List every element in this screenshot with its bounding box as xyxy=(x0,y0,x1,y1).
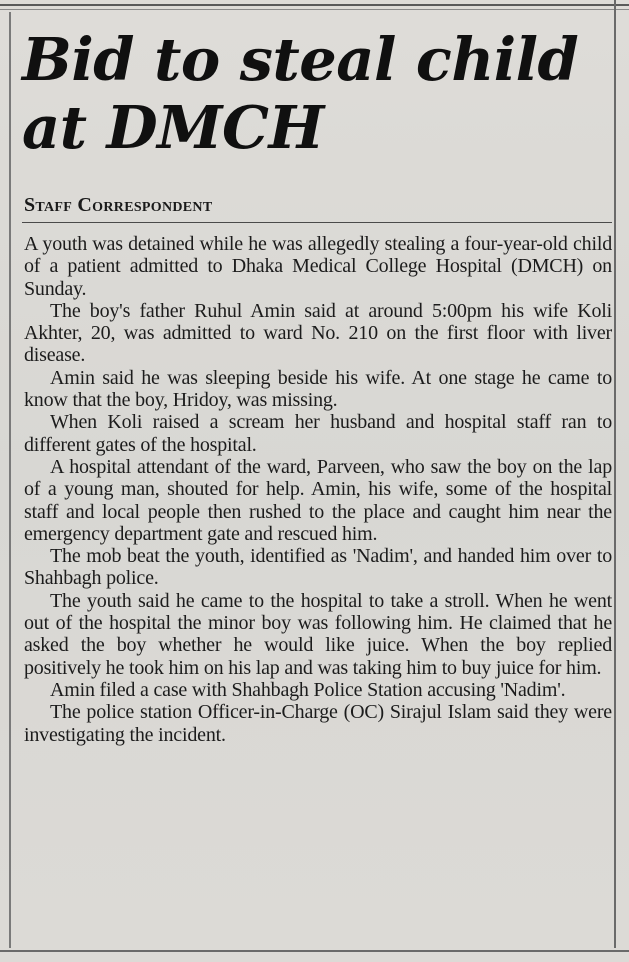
byline-rule xyxy=(22,222,612,223)
paragraph: Amin said he was sleeping beside his wife. At one stage he came to know that the boy, Hridoy, was missing. xyxy=(24,366,612,412)
paragraph: When Koli raised a scream her husband and hospital staff ran to different gates of the hospital. xyxy=(24,411,612,456)
headline-line-2: at DMCH xyxy=(22,93,324,162)
top-thin-rule xyxy=(0,9,629,10)
bottom-border-rule xyxy=(0,950,629,952)
headline xyxy=(22,26,612,162)
paragraph: Amin filed a case with Shahbagh Police Station accusing 'Nadim'. xyxy=(50,678,566,701)
headline-line-1: Bid to steal child xyxy=(22,25,579,94)
right-column-rule xyxy=(614,0,616,948)
paragraph: The boy's father Ruhul Amin said at around 5:00pm his wife Koli Akhter, 20, was admitted to ward No. 210 on the first floor with liver disease. xyxy=(24,299,612,367)
paragraph: The youth said he came to the hospital to take a stroll. When he went out of the hospital the minor boy was following him. He claimed that he asked the boy whether he would like juice. When the boy replied positively he took him on his lap and was taking him to buy juice for him. xyxy=(24,589,612,679)
byline: Staff Correspondent xyxy=(24,194,213,216)
left-column-rule xyxy=(9,12,11,948)
article-body xyxy=(24,233,612,746)
paragraph: The police station Officer-in-Charge (OC) Sirajul Islam said they were investigating the incident. xyxy=(24,701,612,746)
paragraph: A youth was detained while he was allegedly stealing a four-year-old child of a patient admitted to Dhaka Medical College Hospital (DMCH) on Sunday. xyxy=(24,233,612,300)
top-border-rule xyxy=(0,4,629,6)
paragraph: A hospital attendant of the ward, Parveen, who saw the boy on the lap of a young man, shouted for help. Amin, his wife, some of the hospital staff and local people then rushed to the place and caught him near the emergency department gate and rescued him. xyxy=(24,455,612,545)
paragraph: The mob beat the youth, identified as 'Nadim', and handed him over to Shahbagh police. xyxy=(24,545,612,590)
